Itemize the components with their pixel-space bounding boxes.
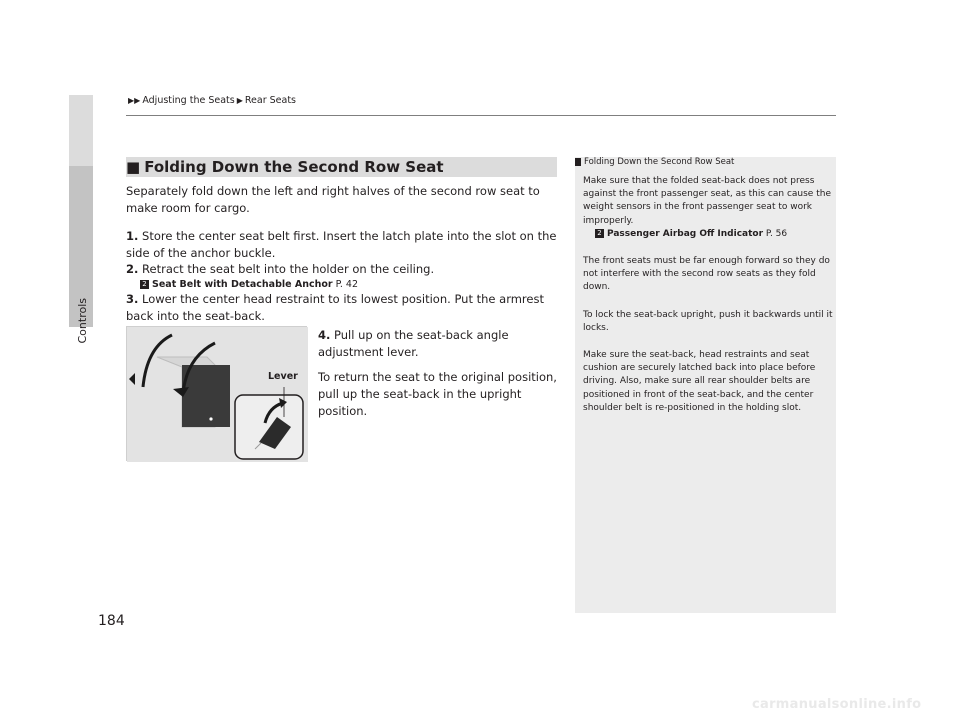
- sidebar-paragraph-2: The front seats must be far enough forward so they do not interfere with the second row seats as they fold down.: [583, 256, 830, 293]
- step-number: 3.: [126, 292, 139, 306]
- intro-paragraph: Separately fold down the left and right halves of the second row seat to make room for cargo.: [126, 184, 540, 215]
- section-heading: [126, 157, 557, 177]
- reference-title: Seat Belt with Detachable Anchor: [152, 279, 333, 290]
- top-rule: [126, 115, 836, 116]
- seat-illustration: [126, 326, 307, 461]
- lever-label: Lever: [268, 371, 298, 382]
- reference-title: Passenger Airbag Off Indicator: [607, 229, 764, 239]
- square-bullet-icon: ■: [126, 158, 141, 176]
- breadcrumb-part2: Rear Seats: [244, 95, 296, 106]
- step-3: [126, 291, 558, 325]
- reference-arrow-icon: 2: [140, 280, 149, 289]
- page-number: 184: [98, 613, 125, 629]
- step-4: [318, 327, 558, 361]
- sidebar-paragraph-4: Make sure the seat-back, head restraints and seat cushion are securely latched back into place before driving. Also, make sure all rear shoulder belts are positioned in front of the seat-back, and the center shoulder belt is re-positioned in the holding slot.: [583, 350, 816, 413]
- section-title: Folding Down the Second Row Seat: [144, 158, 444, 176]
- step-number: 2.: [126, 262, 139, 276]
- reference-page: P. 56: [765, 229, 788, 239]
- step-number: 1.: [126, 229, 139, 243]
- step-1: [126, 228, 558, 262]
- watermark: carmanualsonline.info: [752, 697, 922, 712]
- reference-page: P. 42: [335, 279, 359, 290]
- sidebar-reference[interactable]: [595, 228, 845, 241]
- side-label: Controls: [76, 298, 89, 344]
- reference-arrow-icon: 2: [595, 229, 604, 238]
- breadcrumb-part1: Adjusting the Seats: [142, 95, 235, 106]
- step-text: Store the center seat belt first. Insert the latch plate into the slot on the side of the anchor buckle.: [126, 229, 557, 260]
- step-text: Lower the center head restraint to its lowest position. Put the armrest back into the seat-back.: [126, 292, 544, 323]
- sidebar-paragraph-1: Make sure that the folded seat-back does not press against the front passenger seat, as this can cause the weight sensors in the front passenger seat to work improperly.: [583, 176, 831, 226]
- note-marker-icon: [575, 158, 581, 166]
- breadcrumb: [126, 95, 296, 106]
- return-paragraph: To return the seat to the original position, pull up the seat-back in the upright position.: [318, 370, 557, 418]
- sidebar-paragraph-3: To lock the seat-back upright, push it backwards until it locks.: [583, 310, 833, 334]
- step-text: Pull up on the seat-back angle adjustment lever.: [318, 328, 509, 359]
- sidebar-title: Folding Down the Second Row Seat: [575, 157, 734, 167]
- breadcrumb-arrow-icon: ▶: [236, 96, 243, 105]
- seat-fold-diagram-icon: [127, 327, 308, 462]
- side-tab-upper: [69, 95, 93, 166]
- step-number: 4.: [318, 328, 331, 342]
- step-text: Retract the seat belt into the holder on the ceiling.: [142, 262, 435, 276]
- breadcrumb-arrow-icon: ▶▶: [128, 96, 141, 105]
